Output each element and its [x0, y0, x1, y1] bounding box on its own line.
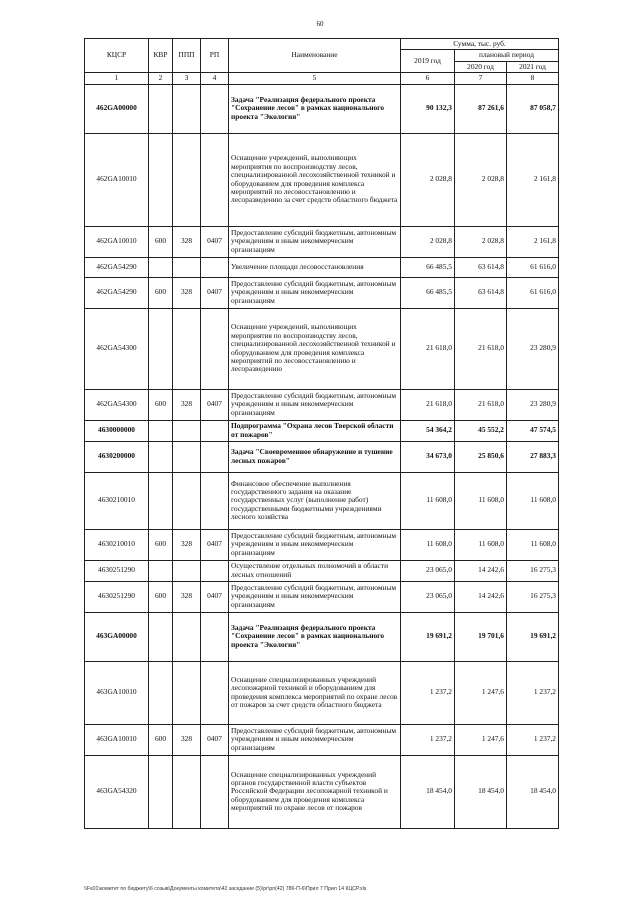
header-2020: 2020 год: [455, 61, 507, 72]
cell-2021: 19 691,2: [507, 612, 559, 661]
cell-rp: 0407: [201, 277, 229, 308]
cell-2020: 25 850,6: [455, 441, 507, 472]
cell-rp: [201, 755, 229, 828]
cell-kcsr: 4630210010: [85, 472, 149, 529]
cell-rp: 0407: [201, 226, 229, 257]
column-number-row: [85, 73, 559, 84]
cell-ppp: 328: [173, 724, 201, 755]
cell-2021: 27 883,3: [507, 441, 559, 472]
cell-name: Предоставление субсидий бюджетным, автономным учреждениям и иным некоммерческим организациям: [229, 277, 401, 308]
page-number: 60: [316, 20, 324, 28]
cell-2019: 23 065,0: [401, 560, 455, 581]
table-row: [85, 560, 559, 581]
cell-kvr: 600: [149, 581, 173, 612]
table-row: [85, 724, 559, 755]
cell-2019: 66 485,5: [401, 277, 455, 308]
cell-2021: 18 454,0: [507, 755, 559, 828]
cell-rp: 0407: [201, 529, 229, 560]
cell-rp: [201, 612, 229, 661]
table-row: [85, 277, 559, 308]
cell-name: Задача "Реализация федерального проекта "Сохранение лесов" в рамках национального проекта "Экология": [229, 84, 401, 133]
cell-rp: [201, 308, 229, 389]
table-body: [85, 84, 559, 828]
cell-kvr: [149, 612, 173, 661]
cell-2019: 11 608,0: [401, 529, 455, 560]
cell-2021: 23 280,9: [507, 308, 559, 389]
cell-name: Предоставление субсидий бюджетным, автономным учреждениям и иным некоммерческим организациям: [229, 581, 401, 612]
cell-kvr: [149, 472, 173, 529]
cell-2020: 21 618,0: [455, 308, 507, 389]
cell-ppp: [173, 441, 201, 472]
cell-2021: 16 275,3: [507, 560, 559, 581]
cell-name: Задача "Своевременное обнаружение и тушение лесных пожаров": [229, 441, 401, 472]
cell-ppp: [173, 257, 201, 277]
cell-name: Предоставление субсидий бюджетным, автономным учреждениям и иным некоммерческим организациям: [229, 389, 401, 420]
cell-2019: 21 618,0: [401, 308, 455, 389]
column-number: 7: [455, 73, 507, 84]
header-sum: Сумма, тыс. руб.: [401, 39, 559, 50]
cell-name: Финансовое обеспечение выполнения государственного задания на оказание государственных услуг (выполнение работ) государственными бюджетными учреждениями лесного хозяйства: [229, 472, 401, 529]
cell-2021: 11 608,0: [507, 529, 559, 560]
cell-rp: [201, 661, 229, 724]
cell-2021: 61 616,0: [507, 277, 559, 308]
header-kcsr: КЦСР: [85, 39, 149, 73]
file-path-footer: \\Fs01\комитет по бюджету\6 созыв\Документы комитета\42 заседание (5)\рг\рп(42) 786-П-6\Прил 7 Прил 14 КЦСР.xls: [84, 886, 367, 892]
cell-name: Оснащение учреждений, выполняющих мероприятия по воспроизводству лесов, специализированной лесохозяйственной техникой и оборудованием для проведения комплекса мероприятий по лесовосстановлению и лесоразведению за счет средств областного бюджета: [229, 133, 401, 226]
cell-ppp: 328: [173, 226, 201, 257]
header-kvr: КВР: [149, 39, 173, 73]
cell-ppp: [173, 420, 201, 441]
cell-2020: 14 242,6: [455, 560, 507, 581]
cell-2020: 1 247,6: [455, 661, 507, 724]
cell-2020: 45 552,2: [455, 420, 507, 441]
column-number: 8: [507, 73, 559, 84]
cell-kcsr: 463GA10010: [85, 724, 149, 755]
cell-kvr: 600: [149, 389, 173, 420]
table-row: [85, 420, 559, 441]
table-row: [85, 226, 559, 257]
header-ppp: ППП: [173, 39, 201, 73]
cell-kvr: [149, 661, 173, 724]
table-row: [85, 661, 559, 724]
cell-2021: 87 058,7: [507, 84, 559, 133]
cell-name: Подпрограмма "Охрана лесов Тверской области от пожаров": [229, 420, 401, 441]
cell-kvr: 600: [149, 277, 173, 308]
cell-2019: 2 028,8: [401, 133, 455, 226]
cell-rp: 0407: [201, 724, 229, 755]
column-number: 4: [201, 73, 229, 84]
cell-2019: 18 454,0: [401, 755, 455, 828]
cell-kcsr: 463GA10010: [85, 661, 149, 724]
cell-2019: 11 608,0: [401, 472, 455, 529]
cell-2021: 2 161,8: [507, 133, 559, 226]
table-row: [85, 257, 559, 277]
cell-2020: 14 242,6: [455, 581, 507, 612]
table-row: [85, 581, 559, 612]
cell-2020: 1 247,6: [455, 724, 507, 755]
cell-ppp: [173, 560, 201, 581]
cell-ppp: [173, 308, 201, 389]
cell-name: Предоставление субсидий бюджетным, автономным учреждениям и иным некоммерческим организациям: [229, 529, 401, 560]
cell-2020: 2 028,8: [455, 226, 507, 257]
cell-ppp: [173, 661, 201, 724]
cell-2019: 34 673,0: [401, 441, 455, 472]
cell-kvr: 600: [149, 529, 173, 560]
cell-rp: [201, 472, 229, 529]
cell-kvr: [149, 420, 173, 441]
cell-rp: 0407: [201, 581, 229, 612]
table-row: [85, 529, 559, 560]
cell-kcsr: 462GA54300: [85, 308, 149, 389]
table-row: [85, 441, 559, 472]
cell-2020: 87 261,6: [455, 84, 507, 133]
cell-kvr: [149, 441, 173, 472]
cell-ppp: [173, 612, 201, 661]
cell-name: Предоставление субсидий бюджетным, автономным учреждениям и иным некоммерческим организациям: [229, 724, 401, 755]
cell-2020: 11 608,0: [455, 529, 507, 560]
cell-2019: 1 237,2: [401, 661, 455, 724]
cell-ppp: 328: [173, 529, 201, 560]
cell-ppp: [173, 133, 201, 226]
cell-kcsr: 4630000000: [85, 420, 149, 441]
cell-kvr: [149, 755, 173, 828]
cell-kvr: [149, 257, 173, 277]
cell-kvr: 600: [149, 724, 173, 755]
column-number: 6: [401, 73, 455, 84]
cell-name: Предоставление субсидий бюджетным, автономным учреждениям и иным некоммерческим организациям: [229, 226, 401, 257]
cell-2021: 1 237,2: [507, 661, 559, 724]
cell-ppp: [173, 755, 201, 828]
cell-kvr: [149, 133, 173, 226]
cell-name: Оснащение учреждений, выполняющих мероприятия по воспроизводству лесов, специализированной лесохозяйственной техникой и оборудованием для проведения комплекса мероприятий по лесовосстановлению и лесоразведению: [229, 308, 401, 389]
cell-2019: 21 618,0: [401, 389, 455, 420]
header-name: Наименование: [229, 39, 401, 73]
cell-2021: 1 237,2: [507, 724, 559, 755]
cell-2020: 21 618,0: [455, 389, 507, 420]
column-number: 1: [85, 73, 149, 84]
header-planned: плановый период: [455, 50, 559, 61]
cell-2020: 63 614,8: [455, 257, 507, 277]
cell-2021: 23 280,9: [507, 389, 559, 420]
cell-2019: 23 065,0: [401, 581, 455, 612]
cell-ppp: [173, 84, 201, 133]
cell-kvr: [149, 308, 173, 389]
cell-2019: 19 691,2: [401, 612, 455, 661]
cell-2021: 47 574,5: [507, 420, 559, 441]
cell-2020: 2 028,8: [455, 133, 507, 226]
cell-kcsr: 462GA54300: [85, 389, 149, 420]
cell-kcsr: 462GA10010: [85, 133, 149, 226]
cell-ppp: 328: [173, 277, 201, 308]
header-2019: 2019 год: [401, 50, 455, 73]
cell-rp: 0407: [201, 389, 229, 420]
cell-2019: 90 132,3: [401, 84, 455, 133]
cell-name: Осуществление отдельных полномочий в области лесных отношений: [229, 560, 401, 581]
cell-ppp: [173, 472, 201, 529]
cell-name: Увеличение площади лесовосстановления: [229, 257, 401, 277]
column-number: 3: [173, 73, 201, 84]
header-rp: РП: [201, 39, 229, 73]
cell-2020: 11 608,0: [455, 472, 507, 529]
cell-kvr: [149, 560, 173, 581]
cell-kcsr: 4630200000: [85, 441, 149, 472]
column-number: 5: [229, 73, 401, 84]
cell-2021: 16 275,3: [507, 581, 559, 612]
cell-2019: 1 237,2: [401, 724, 455, 755]
cell-name: Оснащение специализированных учреждений органов государственной власти субъектов Российской Федерации лесопожарной техникой и оборудованием для проведения комплекса мероприятий по охране лесов от пожаров: [229, 755, 401, 828]
cell-name: Задача "Реализация федерального проекта "Сохранение лесов" в рамках национального проекта "Экология": [229, 612, 401, 661]
cell-2020: 18 454,0: [455, 755, 507, 828]
cell-kcsr: 4630210010: [85, 529, 149, 560]
cell-2019: 54 364,2: [401, 420, 455, 441]
table-row: [85, 133, 559, 226]
table-row: [85, 472, 559, 529]
cell-kcsr: 463GA00000: [85, 612, 149, 661]
column-number: 2: [149, 73, 173, 84]
cell-kcsr: 462GA54290: [85, 257, 149, 277]
cell-ppp: 328: [173, 389, 201, 420]
cell-kcsr: 4630251290: [85, 560, 149, 581]
budget-table: [84, 38, 559, 829]
cell-kcsr: 4630251290: [85, 581, 149, 612]
header-2021: 2021 год: [507, 61, 559, 72]
cell-ppp: 328: [173, 581, 201, 612]
cell-name: Оснащение специализированных учреждений лесопожарной техникой и оборудованием для проведения комплекса мероприятий по охране лесов от пожаров за счет средств областного бюджета: [229, 661, 401, 724]
cell-rp: [201, 420, 229, 441]
cell-2019: 2 028,8: [401, 226, 455, 257]
cell-rp: [201, 441, 229, 472]
cell-2021: 11 608,0: [507, 472, 559, 529]
cell-rp: [201, 257, 229, 277]
table-row: [85, 389, 559, 420]
cell-kvr: [149, 84, 173, 133]
cell-2019: 66 485,5: [401, 257, 455, 277]
table-row: [85, 84, 559, 133]
table-row: [85, 308, 559, 389]
cell-2021: 2 161,8: [507, 226, 559, 257]
cell-2020: 63 614,8: [455, 277, 507, 308]
cell-kcsr: 462GA10010: [85, 226, 149, 257]
table-row: [85, 755, 559, 828]
cell-rp: [201, 84, 229, 133]
cell-kvr: 600: [149, 226, 173, 257]
cell-kcsr: 462GA00000: [85, 84, 149, 133]
cell-rp: [201, 133, 229, 226]
cell-kcsr: 462GA54290: [85, 277, 149, 308]
cell-2021: 61 616,0: [507, 257, 559, 277]
cell-rp: [201, 560, 229, 581]
table-row: [85, 612, 559, 661]
cell-2020: 19 701,6: [455, 612, 507, 661]
cell-kcsr: 463GA54320: [85, 755, 149, 828]
